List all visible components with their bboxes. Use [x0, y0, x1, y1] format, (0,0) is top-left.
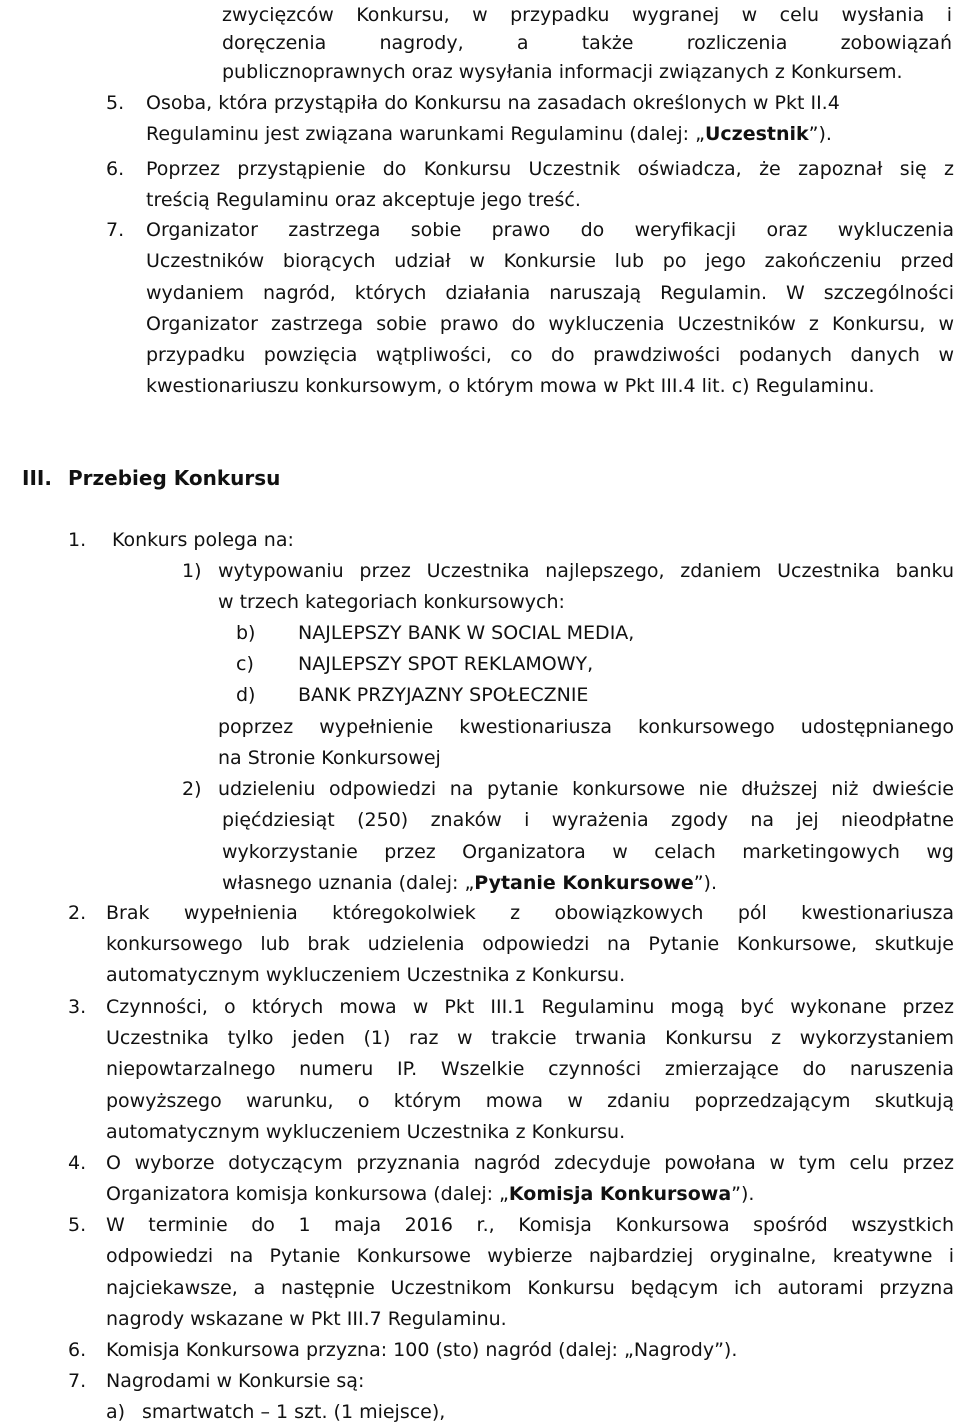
list-number: 1. — [68, 529, 87, 551]
list-number: 6. — [106, 158, 125, 180]
paragraph-line: zwycięzców Konkursu, w przypadku wygranej w celu wysłania i — [222, 4, 952, 26]
paragraph-line: pięćdziesiąt (250) znaków i wyrażenia zgody na jej nieodpłatne — [222, 809, 954, 831]
paragraph-line: O wyborze dotyczącym przyznania nagród zdecyduje powołana w tym celu przez — [106, 1152, 954, 1174]
sublist-number: 2) — [182, 778, 202, 800]
paragraph-line: automatycznym wykluczeniem Uczestnika z Konkursu. — [106, 1121, 626, 1143]
paragraph-line: w trzech kategoriach konkursowych: — [218, 591, 565, 613]
section-title: Przebieg Konkursu — [68, 466, 281, 490]
sublist-number: 1) — [182, 560, 202, 582]
paragraph-line: Czynności, o których mowa w Pkt III.1 Regulaminu mogą być wykonane przez — [106, 996, 954, 1018]
list-number: 7. — [106, 219, 125, 241]
list-number: 3. — [68, 996, 87, 1018]
paragraph-line: Brak wypełnienia któregokolwiek z obowiązkowych pól kwestionariusza — [106, 902, 954, 924]
list-number: 2. — [68, 902, 87, 924]
paragraph-line: wykorzystanie przez Organizatora w celach marketingowych wg — [222, 841, 954, 863]
paragraph-line: kwestionariuszu konkursowym, o którym mowa w Pkt III.4 lit. c) Regulaminu. — [146, 375, 875, 397]
paragraph-line: Organizator zastrzega sobie prawo do weryfikacji oraz wykluczenia — [146, 219, 954, 241]
paragraph-line: Osoba, która przystąpiła do Konkursu na zasadach określonych w Pkt II.4 — [146, 92, 840, 114]
paragraph-line: przypadku powzięcia wątpliwości, co do prawdziwości podanych danych w — [146, 344, 954, 366]
list-number: 7. — [68, 1370, 87, 1392]
defined-term: Komisja Konkursowa — [508, 1183, 732, 1205]
category-item: NAJLEPSZY SPOT REKLAMOWY, — [298, 653, 594, 675]
category-item: BANK PRZYJAZNY SPOŁECZNIE — [298, 684, 589, 706]
category-item: NAJLEPSZY BANK W SOCIAL MEDIA, — [298, 622, 635, 644]
paragraph-line: wydaniem nagród, których działania naruszają Regulamin. W szczególności — [146, 282, 954, 304]
list-number: 5. — [68, 1214, 87, 1236]
paragraph-line: automatycznym wykluczeniem Uczestnika z Konkursu. — [106, 964, 626, 986]
category-letter: b) — [236, 622, 256, 644]
paragraph-line: Nagrodami w Konkursie są: — [106, 1370, 365, 1392]
list-number: 4. — [68, 1152, 87, 1174]
defined-term: Uczestnik — [704, 123, 809, 145]
list-number: 6. — [68, 1339, 87, 1361]
paragraph-line: Uczestników biorących udział w Konkursie lub po jego zakończeniu przed — [146, 250, 954, 272]
category-letter: c) — [236, 653, 254, 675]
paragraph-line: doręczenia nagrody, a także rozliczenia zobowiązań — [222, 32, 952, 54]
paragraph-line: Organizator zastrzega sobie prawo do wykluczenia Uczestników z Konkursu, w — [146, 313, 954, 335]
paragraph-line: konkursowego lub brak udzielenia odpowiedzi na Pytanie Konkursowe, skutkuje — [106, 933, 954, 955]
prize-item: smartwatch – 1 szt. (1 miejsce), — [142, 1401, 446, 1423]
paragraph-line: Komisja Konkursowa przyzna: 100 (sto) nagród (dalej: „Nagrody”). — [106, 1339, 738, 1361]
section-numeral: III. — [22, 466, 52, 490]
paragraph-line: nagrody wskazane w Pkt III.7 Regulaminu. — [106, 1308, 507, 1330]
paragraph-line: udzieleniu odpowiedzi na pytanie konkursowe nie dłuższej niż dwieście — [218, 778, 954, 800]
paragraph-line: wytypowaniu przez Uczestnika najlepszego, zdaniem Uczestnika banku — [218, 560, 954, 582]
paragraph-line: niepowtarzalnego numeru IP. Wszelkie czynności zmierzające do naruszenia — [106, 1058, 954, 1080]
paragraph-line: Konkurs polega na: — [112, 529, 294, 551]
paragraph-line: na Stronie Konkursowej — [218, 747, 441, 769]
paragraph-line: odpowiedzi na Pytanie Konkursowe wybierze najbardziej oryginalne, kreatywne i — [106, 1245, 954, 1267]
list-number: 5. — [106, 92, 125, 114]
paragraph-line: treścią Regulaminu oraz akceptuje jego treść. — [146, 189, 581, 211]
prize-letter: a) — [106, 1401, 126, 1423]
paragraph-line: Organizatora komisja konkursowa (dalej: „Komisja Konkursowa”). — [106, 1183, 755, 1205]
paragraph-line: powyższego warunku, o którym mowa w zdaniu poprzedzającym skutkują — [106, 1090, 954, 1112]
paragraph-line: własnego uznania (dalej: „Pytanie Konkursowe”). — [222, 872, 718, 894]
paragraph-line: Regulaminu jest związana warunkami Regulaminu (dalej: „Uczestnik”). — [146, 123, 832, 145]
paragraph-line: W terminie do 1 maja 2016 r., Komisja Konkursowa spośród wszystkich — [106, 1214, 954, 1236]
defined-term: Pytanie Konkursowe — [474, 872, 694, 894]
paragraph-line: Uczestnika tylko jeden (1) raz w trakcie trwania Konkursu z wykorzystaniem — [106, 1027, 954, 1049]
category-letter: d) — [236, 684, 256, 706]
paragraph-line: publicznoprawnych oraz wysyłania informacji związanych z Konkursem. — [222, 61, 903, 83]
paragraph-line: najciekawsze, a następnie Uczestnikom Konkursu będącym ich autorami przyzna — [106, 1277, 954, 1299]
paragraph-line: poprzez wypełnienie kwestionariusza konkursowego udostępnianego — [218, 716, 954, 738]
paragraph-line: Poprzez przystąpienie do Konkursu Uczestnik oświadcza, że zapoznał się z — [146, 158, 954, 180]
